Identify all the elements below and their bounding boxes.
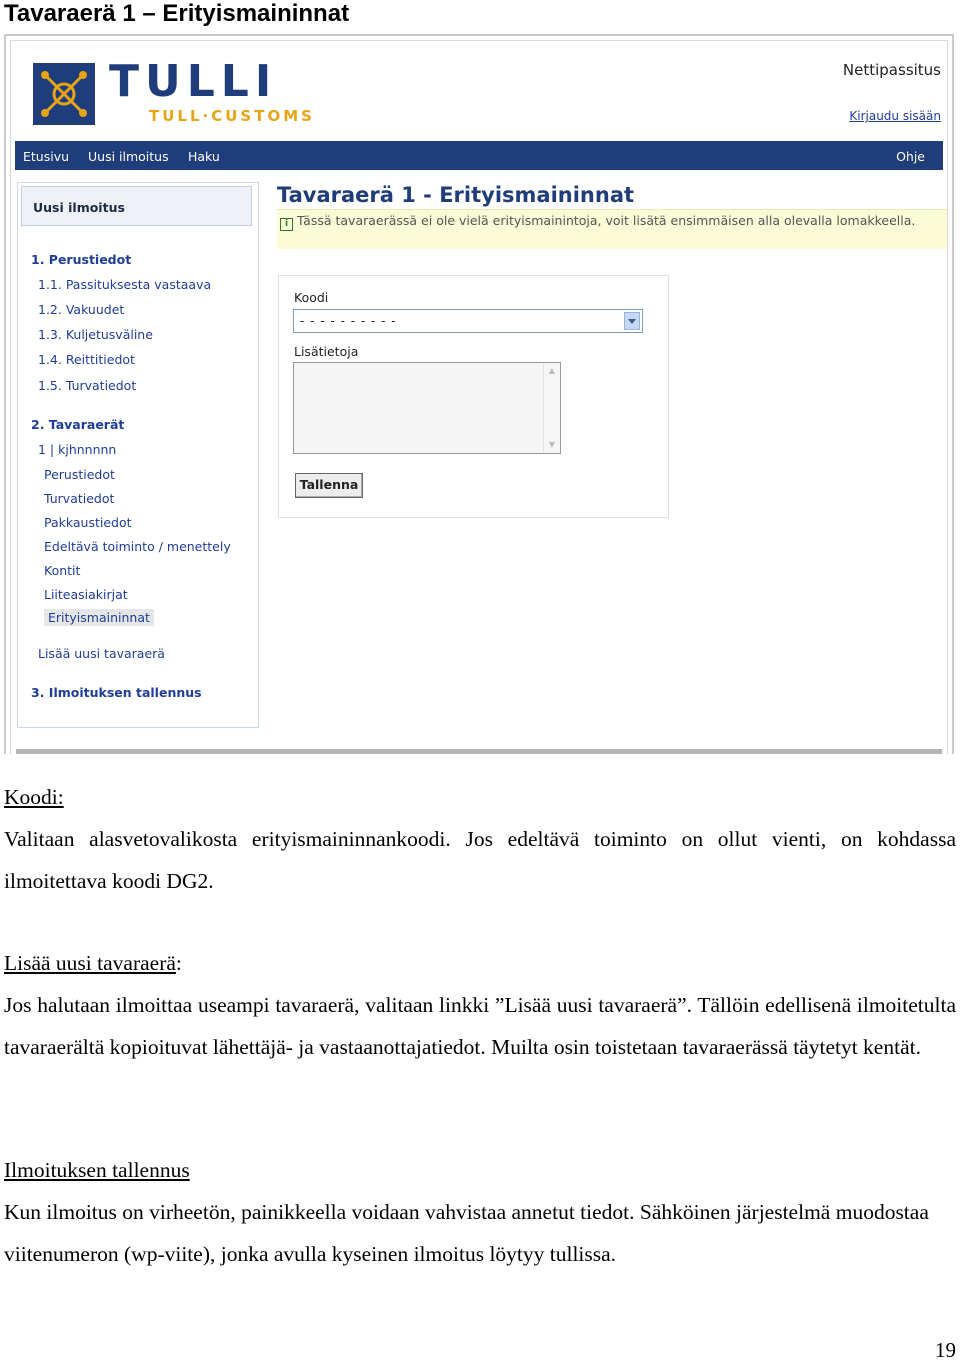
lisaa-heading-suffix: :	[175, 951, 182, 975]
tulli-emblem-icon	[33, 63, 95, 125]
chevron-down-icon[interactable]	[624, 312, 640, 330]
sidebar-item-ilmoituksen-tallennus[interactable]: 3. Ilmoituksen tallennus	[31, 685, 202, 700]
nav-item-haku[interactable]: Haku	[188, 149, 220, 164]
sidebar-header	[21, 186, 252, 226]
tallennus-heading-line	[4, 1149, 956, 1191]
sidebar-item-turvatiedot[interactable]: 1.5. Turvatiedot	[38, 378, 137, 393]
info-notice-text: Tässä tavaraerässä ei ole vielä erityismainintoja, voit lisätä ensimmäisen alla olevalla lomakkeella.	[297, 213, 916, 228]
sidebar-item-era-perustiedot[interactable]: Perustiedot	[44, 467, 115, 482]
tallennus-text: Kun ilmoitus on virheetön, painikkeella voidaan vahvistaa annetut tiedot. Sähköinen järjestelmä muodostaa viitenumeron (wp-viite), jonka avulla kyseinen ilmoitus löytyy tullissa.	[4, 1200, 929, 1266]
document-heading: Tavaraerä 1 – Erityismaininnat	[4, 0, 350, 27]
textarea-scrollbar[interactable]	[543, 363, 560, 453]
sidebar	[17, 182, 259, 728]
code-select-value: - - - - - - - - - -	[300, 314, 397, 328]
save-button[interactable]: Tallenna	[295, 473, 363, 498]
sidebar-item-kuljetusvaline[interactable]: 1.3. Kuljetusväline	[38, 327, 153, 342]
sidebar-item-perustiedot[interactable]: 1. Perustiedot	[31, 252, 132, 267]
lisaa-text: Jos halutaan ilmoittaa useampi tavaraerä, valitaan linkki ”Lisää uusi tavaraerä”. Tällöin edellisenä ilmoitetulta tavaraerältä kopioituvat lähettäjä- ja vastaanottajatiedot. Muilta osin toistetaan tavaraerässä täytetyt kentät.	[4, 993, 956, 1059]
sidebar-item-liiteasiakirjat[interactable]: Liiteasiakirjat	[44, 587, 128, 602]
koodi-text: Valitaan alasvetovalikosta erityismaininnankoodi. Jos edeltävä toiminto on ollut vienti, on kohdassa ilmoitettava koodi DG2.	[4, 827, 956, 893]
sidebar-item-kontit[interactable]: Kontit	[44, 563, 81, 578]
koodi-heading-line	[4, 776, 956, 818]
sidebar-item-reittitiedot[interactable]: 1.4. Reittitiedot	[38, 352, 135, 367]
nav-item-uusi-ilmoitus[interactable]: Uusi ilmoitus	[88, 149, 169, 164]
nav-item-etusivu[interactable]: Etusivu	[23, 149, 70, 164]
sidebar-item-erityismaininnat[interactable]: Erityismaininnat	[44, 609, 154, 626]
sidebar-item-vakuudet[interactable]: 1.2. Vakuudet	[38, 302, 125, 317]
sidebar-item-tavaraera-1[interactable]: 1 | kjhnnnnn	[38, 442, 117, 457]
sidebar-item-era-turvatiedot[interactable]: Turvatiedot	[44, 491, 115, 506]
info-label: Lisätietoja	[294, 344, 359, 359]
sidebar-item-passituksesta-vastaava[interactable]: 1.1. Passituksesta vastaava	[38, 277, 212, 292]
sidebar-item-lisaa-uusi-tavaraera[interactable]: Lisää uusi tavaraerä	[38, 646, 165, 661]
brand-subtitle: TULL·CUSTOMS	[149, 107, 315, 125]
code-label: Koodi	[294, 290, 329, 305]
horizontal-scrollbar[interactable]	[16, 749, 942, 754]
code-select[interactable]	[293, 309, 643, 333]
ui-screenshot	[4, 34, 954, 754]
brand-logo-text: TULLI	[109, 56, 278, 107]
sidebar-item-edeltava-toiminto[interactable]: Edeltävä toiminto / menettely	[44, 539, 231, 554]
info-icon: i	[280, 218, 293, 231]
lisaa-heading-line	[4, 942, 956, 984]
sidebar-item-tavaraerat[interactable]: 2. Tavaraerät	[31, 417, 125, 432]
login-link[interactable]: Kirjaudu sisään	[849, 109, 941, 123]
page-title: Tavaraerä 1 - Erityismaininnat	[277, 183, 635, 207]
special-mention-form	[278, 275, 669, 518]
lisaa-heading: Lisää uusi tavaraerä	[4, 951, 176, 975]
koodi-heading: Koodi:	[4, 785, 64, 809]
info-notice	[277, 209, 947, 249]
scroll-down-icon[interactable]: ▼	[548, 440, 556, 449]
scroll-up-icon[interactable]: ▲	[548, 366, 556, 375]
page-number: 19	[935, 1338, 956, 1362]
sidebar-title: Uusi ilmoitus	[33, 200, 125, 215]
service-name: Nettipassitus	[842, 61, 941, 79]
sidebar-item-pakkaustiedot[interactable]: Pakkaustiedot	[44, 515, 132, 530]
browser-page	[10, 40, 948, 754]
tallennus-heading: Ilmoituksen tallennus	[4, 1158, 190, 1182]
additional-info-textarea[interactable]	[293, 362, 561, 454]
main-navbar	[15, 141, 943, 170]
nav-item-ohje[interactable]: Ohje	[896, 149, 925, 164]
